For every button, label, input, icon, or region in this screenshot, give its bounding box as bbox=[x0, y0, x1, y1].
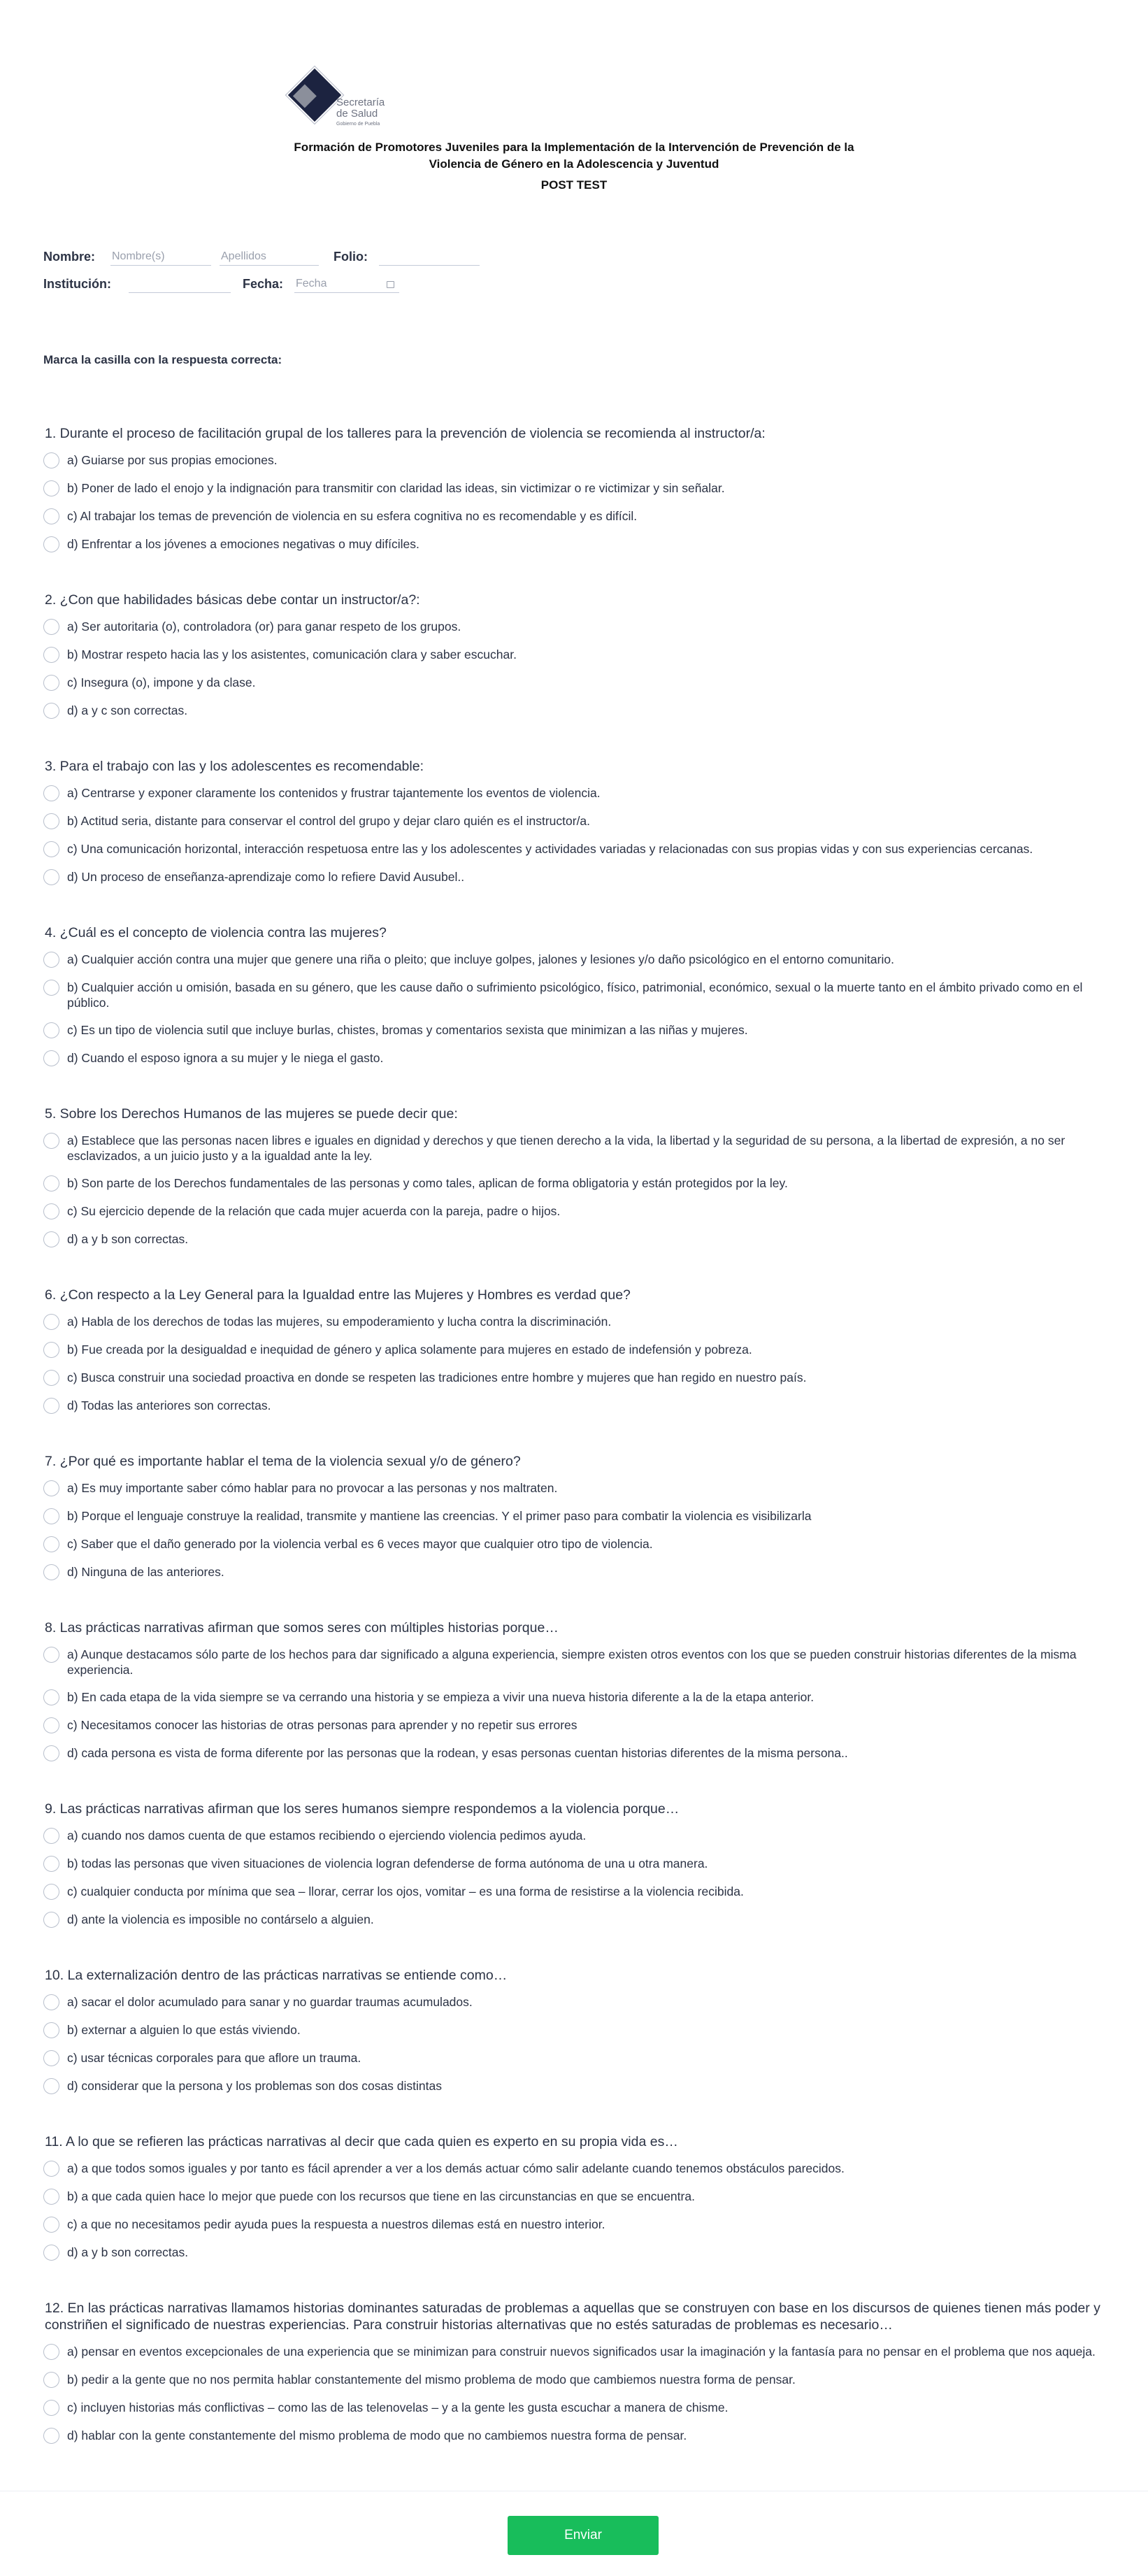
radio-button[interactable] bbox=[43, 1370, 59, 1386]
option-label[interactable]: c) usar técnicas corporales para que aflore un trauma. bbox=[67, 2051, 361, 2065]
answer-options bbox=[43, 1314, 1113, 1414]
option-label[interactable]: b) todas las personas que viven situaciones de violencia logran defenderse de forma autónoma de una u otra manera. bbox=[67, 1856, 708, 1870]
question-text: 8. Las prácticas narrativas afirman que somos seres con múltiples historias porque… bbox=[45, 1620, 559, 1636]
answer-option[interactable] bbox=[43, 2245, 1113, 2261]
question-6 bbox=[43, 1287, 1113, 1414]
answer-option[interactable] bbox=[43, 1884, 1113, 1900]
logo-line-3: Gobierno de Puebla bbox=[336, 121, 380, 127]
radio-button[interactable] bbox=[43, 1342, 59, 1358]
answer-option[interactable] bbox=[43, 813, 1113, 829]
question-text: 10. La externalización dentro de las prácticas narrativas se entiende como… bbox=[45, 1968, 508, 1983]
option-label[interactable]: c) Al trabajar los temas de prevención de violencia en su esfera cognitiva no es recomendable y es difícil. bbox=[67, 509, 638, 523]
answer-option[interactable] bbox=[43, 952, 1113, 968]
option-label[interactable]: d) a y b son correctas. bbox=[67, 1232, 189, 1246]
answer-option[interactable] bbox=[43, 536, 1113, 552]
radio-button[interactable] bbox=[43, 2189, 59, 2205]
answer-option[interactable] bbox=[43, 1480, 1113, 1496]
answer-option[interactable] bbox=[43, 980, 1113, 1010]
answer-option[interactable] bbox=[43, 1022, 1113, 1038]
question-text: 2. ¿Con que habilidades básicas debe contar un instructor/a?: bbox=[45, 592, 420, 608]
radio-button[interactable] bbox=[43, 1231, 59, 1247]
radio-button[interactable] bbox=[43, 536, 59, 552]
fecha-input[interactable] bbox=[294, 276, 399, 293]
radio-button[interactable] bbox=[43, 2022, 59, 2038]
option-label[interactable]: d) ante la violencia es imposible no contárselo a alguien. bbox=[67, 1912, 374, 1926]
calendar-icon[interactable] bbox=[387, 281, 394, 288]
radio-button[interactable] bbox=[43, 2161, 59, 2177]
option-label[interactable]: a) pensar en eventos excepcionales de una experiencia que se minimizan para construir nuevos significados usar la imaginación y la fantasía para no pensar en el problema que nos aqueja. bbox=[67, 2345, 1096, 2359]
option-label[interactable]: a) Ser autoritaria (o), controladora (or) para ganar respeto de los grupos. bbox=[67, 620, 461, 634]
logo-text bbox=[336, 97, 385, 127]
question-text: 5. Sobre los Derechos Humanos de las mujeres se puede decir que: bbox=[45, 1106, 458, 1122]
institucion-label: Institución: bbox=[43, 277, 111, 291]
question-text: 3. Para el trabajo con las y los adolescentes es recomendable: bbox=[45, 759, 424, 774]
answer-option[interactable] bbox=[43, 1203, 1113, 1219]
option-label[interactable]: d) Todas las anteriores son correctas. bbox=[67, 1398, 271, 1412]
answer-options bbox=[43, 2344, 1113, 2444]
option-label[interactable]: a) Guiarse por sus propias emociones. bbox=[67, 453, 278, 467]
radio-button[interactable] bbox=[43, 1745, 59, 1761]
radio-button[interactable] bbox=[43, 1564, 59, 1580]
question-12 bbox=[43, 2300, 1113, 2444]
radio-button[interactable] bbox=[43, 869, 59, 885]
answer-options bbox=[43, 1133, 1113, 1247]
radio-button[interactable] bbox=[43, 2245, 59, 2261]
answer-option[interactable] bbox=[43, 1508, 1113, 1524]
answer-options bbox=[43, 2161, 1113, 2261]
option-label[interactable]: d) a y c son correctas. bbox=[67, 703, 188, 717]
question-text: 9. Las prácticas narrativas afirman que los seres humanos siempre respondemos a la violencia porque… bbox=[45, 1801, 680, 1817]
answer-option[interactable] bbox=[43, 869, 1113, 885]
option-label[interactable]: d) Un proceso de enseñanza-aprendizaje como lo refiere David Ausubel.. bbox=[67, 870, 465, 884]
radio-button[interactable] bbox=[43, 1133, 59, 1149]
question-11 bbox=[43, 2133, 1113, 2261]
option-label[interactable]: b) a que cada quien hace lo mejor que puede con los recursos que tiene en las circunstancias en que se encuentra. bbox=[67, 2189, 695, 2203]
option-label[interactable]: c) Necesitamos conocer las historias de otras personas para aprender y no repetir sus errores bbox=[67, 1718, 577, 1732]
answer-option[interactable] bbox=[43, 1231, 1113, 1247]
answer-options bbox=[43, 1480, 1113, 1580]
option-label[interactable]: b) Cualquier acción u omisión, basada en su género, que les cause daño o sufrimiento psicológico, físico, patrimonial, económico, sexual o la muerte tanto en el ámbito privado como en el público. bbox=[67, 980, 1083, 1010]
answer-option[interactable] bbox=[43, 508, 1113, 524]
radio-button[interactable] bbox=[43, 1050, 59, 1066]
answer-option[interactable] bbox=[43, 2372, 1113, 2388]
answer-option[interactable] bbox=[43, 619, 1113, 635]
answer-options bbox=[43, 452, 1113, 552]
answer-option[interactable] bbox=[43, 1398, 1113, 1414]
answer-options bbox=[43, 1994, 1113, 2094]
answer-option[interactable] bbox=[43, 1994, 1113, 2010]
radio-button[interactable] bbox=[43, 1912, 59, 1928]
answer-option[interactable] bbox=[43, 1647, 1113, 1677]
answer-option[interactable] bbox=[43, 1370, 1113, 1386]
option-label[interactable]: c) Su ejercicio depende de la relación que cada mujer acuerda con la pareja, padre o hijos. bbox=[67, 1204, 561, 1218]
question-text: 1. Durante el proceso de facilitación grupal de los talleres para la prevención de violencia se recomienda al instructor/a: bbox=[45, 426, 766, 441]
question-10 bbox=[43, 1967, 1113, 2094]
answer-option[interactable] bbox=[43, 2217, 1113, 2233]
option-label[interactable]: a) Es muy importante saber cómo hablar para no provocar a las personas y nos maltraten. bbox=[67, 1481, 558, 1495]
radio-button[interactable] bbox=[43, 785, 59, 801]
question-2 bbox=[43, 592, 1113, 719]
option-label[interactable]: a) a que todos somos iguales y por tanto es fácil aprender a ver a los demás actuar cómo salir adelante cuando tenemos obstáculos parecidos. bbox=[67, 2161, 845, 2175]
answer-option[interactable] bbox=[43, 2189, 1113, 2205]
radio-button[interactable] bbox=[43, 1884, 59, 1900]
radio-button[interactable] bbox=[43, 841, 59, 857]
radio-button[interactable] bbox=[43, 480, 59, 496]
answer-options bbox=[43, 952, 1113, 1066]
secretaria-salud-logo bbox=[290, 66, 444, 136]
radio-button[interactable] bbox=[43, 2078, 59, 2094]
option-label[interactable]: b) Mostrar respeto hacia las y los asistentes, comunicación clara y saber escuchar. bbox=[67, 647, 517, 661]
instruction-text: Marca la casilla con la respuesta correcta: bbox=[43, 353, 282, 366]
radio-button[interactable] bbox=[43, 980, 59, 996]
answer-option[interactable] bbox=[43, 2161, 1113, 2177]
radio-button[interactable] bbox=[43, 2217, 59, 2233]
radio-button[interactable] bbox=[43, 1647, 59, 1663]
option-label[interactable]: c) a que no necesitamos pedir ayuda pues la respuesta a nuestros dilemas está en nuestro interior. bbox=[67, 2217, 605, 2231]
answer-option[interactable] bbox=[43, 1050, 1113, 1066]
question-8 bbox=[43, 1619, 1113, 1761]
question-text: 12. En las prácticas narrativas llamamos historias dominantes saturadas de problemas a aquellas que se construyen con base en los discursos de quienes tienen más poder y constriñen el significado de nuestras experiencias. Para construir historias alternativas que no estés saturadas de problemas es necesario… bbox=[45, 2300, 1100, 2333]
option-label[interactable]: b) Fue creada por la desigualdad e inequidad de género y aplica solamente para mujeres en estado de indefensión y pobreza. bbox=[67, 1343, 752, 1357]
option-label[interactable]: d) Cuando el esposo ignora a su mujer y le niega el gasto. bbox=[67, 1051, 384, 1065]
question-text: 11. A lo que se refieren las prácticas narrativas al decir que cada quien es experto en su propia vida es… bbox=[45, 2134, 678, 2149]
answer-options bbox=[43, 1828, 1113, 1928]
option-label[interactable]: c) Una comunicación horizontal, interacción respetuosa entre las y los adolescentes y actividades variadas y relacionadas con sus propias vidas y con sus experiencias cercanas. bbox=[67, 842, 1033, 856]
answer-option[interactable] bbox=[43, 1564, 1113, 1580]
option-label[interactable]: c) cualquier conducta por mínima que sea – llorar, cerrar los ojos, vomitar – es una forma de resistirse a la violencia recibida. bbox=[67, 1884, 744, 1898]
option-label[interactable]: b) Poner de lado el enojo y la indignación para transmitir con claridad las ideas, sin victimizar o re victimizar y sin señalar. bbox=[67, 481, 725, 495]
answer-option[interactable] bbox=[43, 2400, 1113, 2416]
answer-option[interactable] bbox=[43, 2428, 1113, 2444]
radio-button[interactable] bbox=[43, 1856, 59, 1872]
answer-option[interactable] bbox=[43, 703, 1113, 719]
answer-option[interactable] bbox=[43, 452, 1113, 468]
option-label[interactable]: c) Insegura (o), impone y da clase. bbox=[67, 675, 256, 689]
radio-button[interactable] bbox=[43, 647, 59, 663]
answer-option[interactable] bbox=[43, 1133, 1113, 1164]
question-7 bbox=[43, 1453, 1113, 1580]
radio-button[interactable] bbox=[43, 2428, 59, 2444]
form-subtitle: POST TEST bbox=[540, 178, 608, 192]
option-label[interactable]: a) cuando nos damos cuenta de que estamos recibiendo o ejerciendo violencia pedimos ayuda. bbox=[67, 1829, 587, 1842]
radio-button[interactable] bbox=[43, 952, 59, 968]
radio-button[interactable] bbox=[43, 1314, 59, 1330]
option-label[interactable]: c) Es un tipo de violencia sutil que incluye burlas, chistes, bromas y comentarios sexista que minimizan a las niñas y mujeres. bbox=[67, 1023, 748, 1037]
option-label[interactable]: a) Cualquier acción contra una mujer que genere una riña o pleito; que incluye golpes, jalones y lesiones y/o daño psicológico en el entorno comunitario. bbox=[67, 952, 894, 966]
option-label[interactable]: c) Saber que el daño generado por la violencia verbal es 6 veces mayor que cualquier otro tipo de violencia. bbox=[67, 1537, 653, 1551]
answer-option[interactable] bbox=[43, 1828, 1113, 1844]
option-label[interactable]: d) Enfrentar a los jóvenes a emociones negativas o muy difíciles. bbox=[67, 537, 419, 551]
option-label[interactable]: a) Aunque destacamos sólo parte de los hechos para dar significado a alguna experiencia, siempre existen otros eventos con los que se pueden construir historias diferentes de la misma experiencia. bbox=[67, 1647, 1077, 1677]
answer-option[interactable] bbox=[43, 1175, 1113, 1192]
participant-info bbox=[43, 248, 742, 297]
option-label[interactable]: c) incluyen historias más conflictivas – como las de las telenovelas – y a la gente les gusta escuchar a manera de chisme. bbox=[67, 2400, 729, 2414]
logo-line-1: Secretaría bbox=[336, 96, 385, 108]
answer-option[interactable] bbox=[43, 1856, 1113, 1872]
question-9 bbox=[43, 1801, 1113, 1928]
answer-option[interactable] bbox=[43, 1912, 1113, 1928]
radio-button[interactable] bbox=[43, 619, 59, 635]
answer-option[interactable] bbox=[43, 1536, 1113, 1552]
radio-button[interactable] bbox=[43, 508, 59, 524]
radio-button[interactable] bbox=[43, 452, 59, 468]
answer-option[interactable] bbox=[43, 480, 1113, 496]
question-text: 4. ¿Cuál es el concepto de violencia contra las mujeres? bbox=[45, 925, 387, 940]
radio-button[interactable] bbox=[43, 1717, 59, 1733]
radio-button[interactable] bbox=[43, 1536, 59, 1552]
option-label[interactable]: d) cada persona es vista de forma diferente por las personas que la rodean, y esas personas cuentan historias diferentes de la misma persona.. bbox=[67, 1746, 848, 1760]
option-label[interactable]: b) Porque el lenguaje construye la realidad, transmite y mantiene las creencias. Y el primer paso para combatir la violencia es visibilizarla bbox=[67, 1509, 812, 1523]
answer-option[interactable] bbox=[43, 1745, 1113, 1761]
radio-button[interactable] bbox=[43, 1175, 59, 1192]
radio-button[interactable] bbox=[43, 2344, 59, 2360]
question-text: 7. ¿Por qué es importante hablar el tema de la violencia sexual y/o de género? bbox=[45, 1454, 521, 1469]
radio-button[interactable] bbox=[43, 813, 59, 829]
radio-button[interactable] bbox=[43, 1398, 59, 1414]
submit-button[interactable]: Enviar bbox=[508, 2516, 659, 2555]
radio-button[interactable] bbox=[43, 1508, 59, 1524]
fecha-label: Fecha: bbox=[243, 277, 284, 291]
option-label[interactable]: d) Ninguna de las anteriores. bbox=[67, 1565, 224, 1579]
option-label[interactable]: a) sacar el dolor acumulado para sanar y no guardar traumas acumulados. bbox=[67, 1995, 473, 2009]
folio-label: Folio: bbox=[333, 250, 368, 264]
option-label[interactable]: a) Habla de los derechos de todas las mujeres, su empoderamiento y lucha contra la discriminación. bbox=[67, 1315, 612, 1329]
answer-option[interactable] bbox=[43, 1717, 1113, 1733]
answer-option[interactable] bbox=[43, 675, 1113, 691]
answer-option[interactable] bbox=[43, 1689, 1113, 1705]
answer-option[interactable] bbox=[43, 1342, 1113, 1358]
puebla-emblem-icon bbox=[286, 66, 343, 124]
option-label[interactable]: a) Establece que las personas nacen libres e iguales en dignidad y derechos y que tienen derecho a la vida, la libertad y la seguridad de su persona, a la libertad de expresión, a no ser esclavizados, a un juicio justo y a la igualdad ante la ley. bbox=[67, 1133, 1066, 1163]
option-label[interactable]: d) hablar con la gente constantemente del mismo problema de modo que no cambiemos nuestra forma de pensar. bbox=[67, 2428, 687, 2442]
radio-button[interactable] bbox=[43, 1689, 59, 1705]
option-label[interactable]: b) externar a alguien lo que estás viviendo. bbox=[67, 2023, 301, 2037]
radio-button[interactable] bbox=[43, 1828, 59, 1844]
question-4 bbox=[43, 924, 1113, 1066]
answer-option[interactable] bbox=[43, 1314, 1113, 1330]
question-5 bbox=[43, 1105, 1113, 1247]
option-label[interactable]: d) considerar que la persona y los problemas son dos cosas distintas bbox=[67, 2079, 442, 2093]
option-label[interactable]: b) En cada etapa de la vida siempre se va cerrando una historia y se empieza a vivir una nueva historia diferente a la de la etapa anterior. bbox=[67, 1690, 815, 1704]
radio-button[interactable] bbox=[43, 2050, 59, 2066]
option-label[interactable]: b) Son parte de los Derechos fundamentales de las personas y como tales, aplican de forma obligatoria y están protegidos por la ley. bbox=[67, 1176, 788, 1190]
option-label[interactable]: c) Busca construir una sociedad proactiva en donde se respeten las tradiciones entre hombre y mujeres que han regido en nuestro país. bbox=[67, 1371, 807, 1384]
answer-option[interactable] bbox=[43, 2344, 1113, 2360]
folio-input[interactable] bbox=[379, 248, 480, 266]
radio-button[interactable] bbox=[43, 2372, 59, 2388]
nombre-input[interactable] bbox=[110, 248, 211, 266]
option-label[interactable]: b) Actitud seria, distante para conservar el control del grupo y dejar claro quién es el instructor/a. bbox=[67, 814, 591, 828]
answer-option[interactable] bbox=[43, 841, 1113, 857]
apellidos-input[interactable] bbox=[220, 248, 319, 266]
radio-button[interactable] bbox=[43, 675, 59, 691]
answer-option[interactable] bbox=[43, 647, 1113, 663]
nombre-label: Nombre: bbox=[43, 250, 96, 264]
institucion-input[interactable] bbox=[129, 276, 231, 293]
question-3 bbox=[43, 758, 1113, 885]
questions-list bbox=[43, 425, 1113, 2456]
answer-option[interactable] bbox=[43, 785, 1113, 801]
radio-button[interactable] bbox=[43, 1203, 59, 1219]
radio-button[interactable] bbox=[43, 1022, 59, 1038]
radio-button[interactable] bbox=[43, 1994, 59, 2010]
question-text: 6. ¿Con respecto a la Ley General para la Igualdad entre las Mujeres y Hombres es verdad que? bbox=[45, 1287, 631, 1303]
answer-option[interactable] bbox=[43, 2078, 1113, 2094]
form-title: Formación de Promotores Juveniles para la Implementación de la Intervención de Prevención de la Violencia de Género en la Adolescencia y Juventud bbox=[294, 141, 854, 171]
answer-options bbox=[43, 785, 1113, 885]
radio-button[interactable] bbox=[43, 703, 59, 719]
answer-options bbox=[43, 619, 1113, 719]
option-label[interactable]: d) a y b son correctas. bbox=[67, 2245, 189, 2259]
answer-options bbox=[43, 1647, 1113, 1761]
logo-line-2: de Salud bbox=[336, 107, 378, 120]
option-label[interactable]: b) pedir a la gente que no nos permita hablar constantemente del mismo problema de modo que cambiemos nuestra forma de pensar. bbox=[67, 2373, 796, 2387]
answer-option[interactable] bbox=[43, 2050, 1113, 2066]
radio-button[interactable] bbox=[43, 2400, 59, 2416]
question-1 bbox=[43, 425, 1113, 552]
radio-button[interactable] bbox=[43, 1480, 59, 1496]
answer-option[interactable] bbox=[43, 2022, 1113, 2038]
option-label[interactable]: a) Centrarse y exponer claramente los contenidos y frustrar tajantemente los eventos de violencia. bbox=[67, 786, 601, 800]
